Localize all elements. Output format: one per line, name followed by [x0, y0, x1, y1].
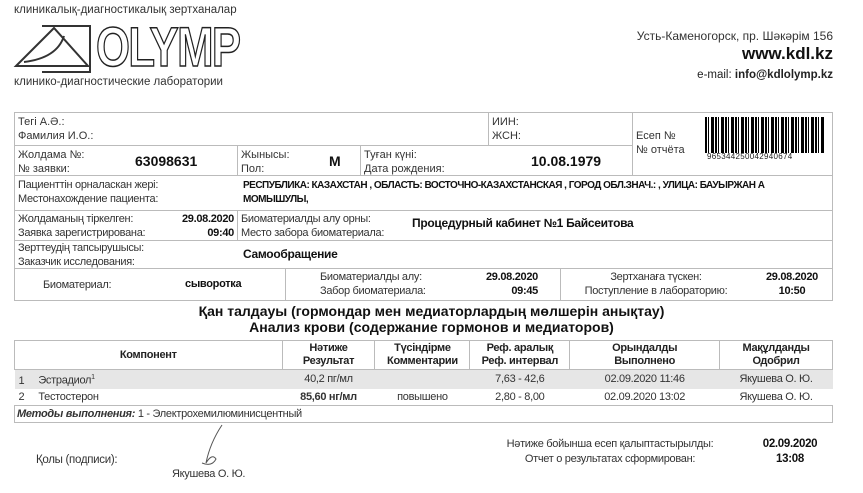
title-kz: Қан талдауы (гормондар мен медиаторлардың мөлшерін анықтау) [198, 303, 665, 319]
iin-cell [488, 112, 633, 146]
collect-cell [285, 268, 561, 301]
done-value: 02.09.2020 11:46 [604, 373, 685, 386]
collect-label-kz: Биоматериалды алу: [320, 271, 422, 283]
comment-value [375, 370, 470, 389]
dob-label-kz: Туған күні: [364, 149, 417, 161]
registered-label-ru: Заявка зарегистрирована: [18, 227, 146, 239]
barcode-number: 96534425004294067​4 [707, 152, 793, 161]
location-value: РЕСПУБЛИКА: КАЗАХСТАН , ОБЛАСТЬ: ВОСТОЧНО-КАЗАХСТАНСКАЯ , ГОРОД ОБЛ.ЗНАЧ.: , УЛИЦА: БАУЫРЖАН А МОМЫШУЛЫ, [243, 180, 765, 205]
comment-value: повышено [397, 390, 448, 403]
col-approved: Мақұлданды Одобрил [720, 341, 833, 370]
collect-time: 09:45 [511, 285, 538, 297]
barcode-icon [705, 117, 825, 153]
place-value: Процедурный кабинет №1 Байсеитова [412, 216, 634, 230]
name-label-ru: Фамилия И.О.: [18, 130, 94, 142]
registered-time: 09:40 [207, 227, 234, 239]
place-label-kz: Биоматериалды алу орны: [241, 213, 371, 225]
formed-label-ru: Отчет о результатах сформирован: [524, 453, 696, 465]
report-cell [632, 112, 833, 176]
iin-label-kz: ИИН: [492, 116, 519, 128]
customer-label-ru: Заказчик исследования: [18, 256, 135, 268]
ref-value: 2,80 - 8,00 [495, 390, 545, 403]
title-ru: Анализ крови (содержание гормонов и медиаторов) [249, 319, 614, 335]
dob-label-ru: Дата рождения: [364, 163, 445, 175]
arrival-date: 29.08.2020 [765, 271, 818, 283]
order-number: 63098631 [135, 153, 198, 169]
customer-value: Самообращение [243, 247, 338, 261]
arrival-label-ru: Поступление в лабораторию: [584, 285, 728, 297]
col-result: Нәтиже Результат [282, 341, 375, 370]
method-ref: 1 [91, 374, 95, 381]
ref-value: 7,63 - 42,6 [495, 373, 545, 386]
logo-mark-icon [12, 22, 92, 74]
iin-label-ru: ЖСН: [492, 130, 521, 142]
methods-row [15, 406, 833, 423]
sex-label-kz: Жынысы: [241, 149, 290, 161]
col-ref: Реф. аралық Реф. интервал [470, 341, 570, 370]
email-label: e-mail: [697, 69, 732, 81]
logo-top-text: клиникалық-диагностикалық зертханалар [14, 4, 237, 16]
component-name: Тестостерон [38, 390, 99, 403]
registered-date: 29.08.2020 [181, 213, 234, 225]
place-label-ru: Место забора биоматериала: [241, 227, 385, 239]
col-done: Орындалды Выполнено [570, 341, 720, 370]
email-line [697, 69, 833, 81]
formed-time: 13:08 [776, 453, 804, 465]
biomaterial-label: Биоматериал: [43, 279, 112, 291]
methods-value: 1 - Электрохемилюминисцентный [137, 408, 302, 421]
result-value: 40,2 пг/мл [304, 373, 353, 386]
logo-brand: OLYMP [96, 15, 240, 78]
arrival-cell [560, 268, 833, 301]
formed-date: 02.09.2020 [762, 438, 818, 450]
customer-label-kz: Зерттеудің тапсырушысы: [18, 242, 144, 254]
report-label-ru: № отчёта [636, 144, 685, 156]
col-comment: Түсіндірме Комментарии [375, 341, 470, 370]
approved-value: Якушева О. Ю. [739, 373, 813, 386]
collect-date: 29.08.2020 [485, 271, 538, 283]
logo [12, 4, 282, 88]
location-row [14, 175, 833, 211]
signature-icon [198, 423, 228, 469]
report-label-kz: Есеп № [636, 130, 676, 142]
collect-label-ru: Забор биоматериала: [320, 285, 426, 297]
row-number: 1 [18, 374, 25, 387]
sex-value: М [329, 153, 341, 169]
sex-cell [237, 145, 361, 176]
signature-label: Қолы (подписи): [36, 454, 118, 466]
approved-value: Якушева О. Ю. [739, 390, 813, 403]
component-name: Эстрадиол [38, 374, 92, 387]
dob-cell [360, 145, 633, 176]
order-label-ru: № заявки: [18, 163, 70, 175]
formed-label-kz: Нәтиже бойынша есеп қалыптастырылды: [506, 438, 714, 450]
arrival-time: 10:50 [778, 285, 806, 297]
website: www.kdl.kz [741, 44, 833, 63]
email: info@kdlolymp.kz [734, 69, 833, 81]
logo-bottom-text: клинико-диагностические лаборатории [14, 76, 223, 88]
location-label-ru: Местонахождение пациента: [18, 193, 159, 205]
registered-label-kz: Жолдаманың тіркелген: [18, 213, 134, 225]
place-cell [237, 210, 833, 241]
biomaterial-value: сыворотка [185, 278, 242, 290]
dob-value: 10.08.1979 [531, 153, 602, 169]
table-row [15, 370, 833, 389]
registered-cell [14, 210, 238, 241]
row-number: 2 [18, 390, 25, 403]
sex-label-ru: Пол: [241, 163, 265, 175]
name-label-kz: Тегі А.Ә.: [18, 116, 65, 128]
table-row [15, 389, 833, 406]
result-value: 85,60 нг/мл [300, 390, 357, 403]
methods-label: Методы выполнения: [17, 408, 136, 421]
done-value: 02.09.2020 13:02 [604, 390, 686, 403]
signer-name: Якушева О. Ю. [172, 468, 246, 480]
table-header-row [15, 341, 833, 370]
biomaterial-cell [14, 268, 286, 301]
address: Усть-Каменогорск, пр. Шәкәрім 156 [636, 29, 833, 43]
name-cell [14, 112, 489, 146]
location-label-kz: Пациенттін орналаскан жері: [18, 179, 159, 191]
order-label-kz: Жолдама №: [18, 149, 85, 161]
arrival-label-kz: Зертханаға түскен: [610, 271, 702, 283]
results-table [14, 340, 833, 423]
order-cell [14, 145, 238, 176]
col-component: Компонент [15, 341, 283, 370]
customer-row [14, 240, 833, 269]
